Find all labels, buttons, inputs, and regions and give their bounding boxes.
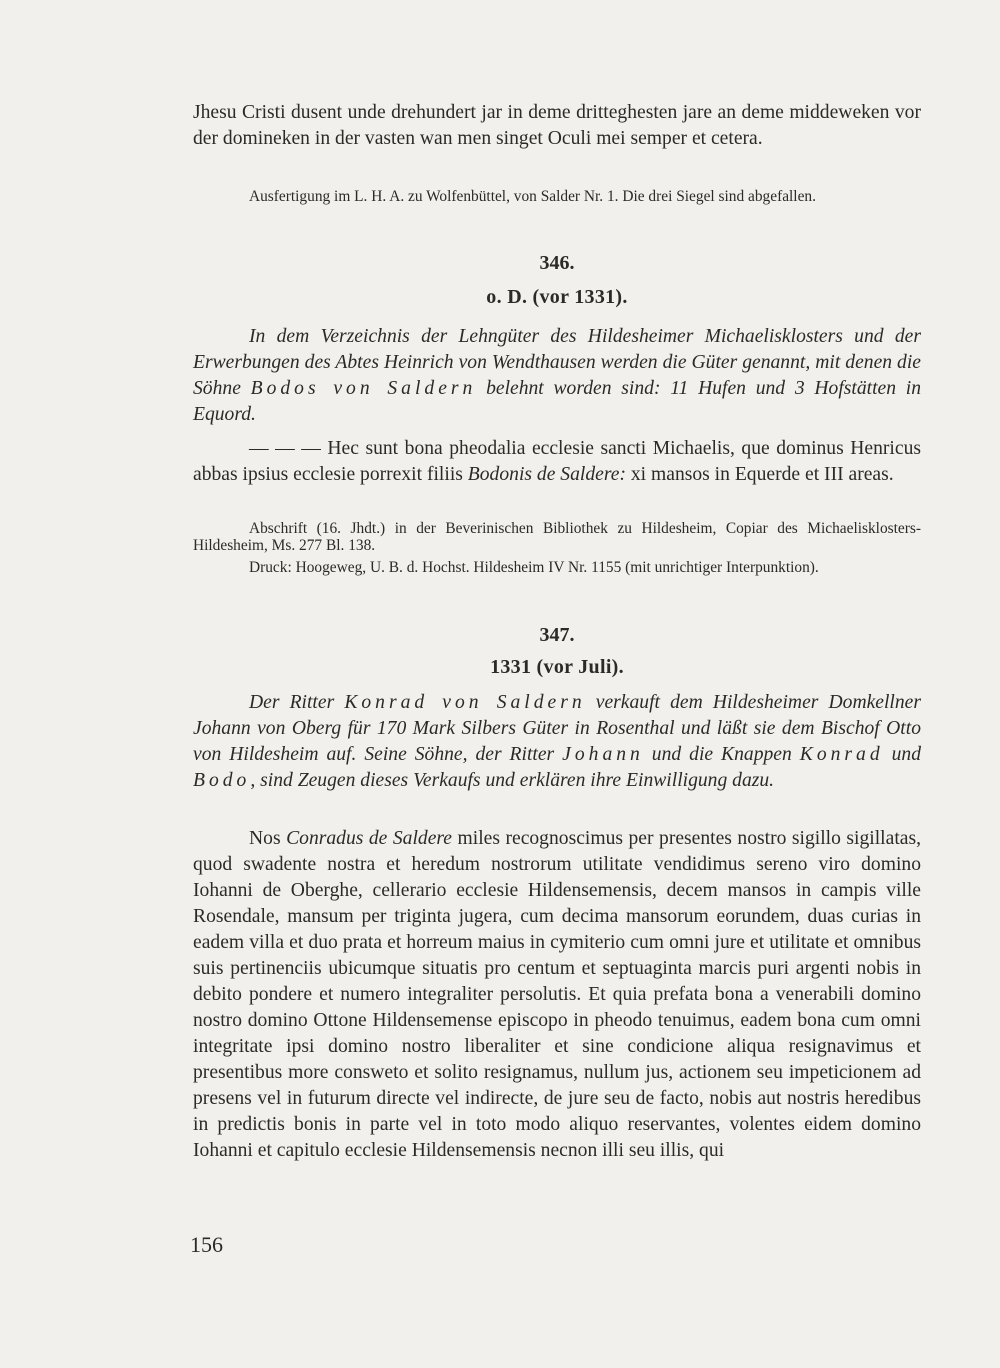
summary-name-bodo: Bodos von Saldern	[250, 378, 477, 399]
document-number-347: 347.	[539, 624, 575, 646]
continuation-text: Jhesu Cristi dusent unde drehundert jar in deme dritteghesten jare an deme middeweken vor der domineken in der vasten wan men singet Oculi mei semper et cetera.	[193, 102, 921, 149]
archive-note-top: Ausfertigung im L. H. A. zu Wolfenbüttel, von Salder Nr. 1. Die drei Siegel sind abgefallen.	[249, 188, 816, 205]
document-date-346: o. D. (vor 1331).	[486, 286, 628, 308]
summary-346: In dem Verzeichnis der Lehngüter des Hildesheimer Michaelisklosters und der Erwerbungen des Abtes Heinrich von Wendthausen werden die Güter genannt, mit denen die Söhne Bodos von Saldern belehnt worden sind: 11 Hufen und 3 Hofstätten in Equord.	[193, 326, 921, 425]
archive-note-346: Abschrift (16. Jhdt.) in der Beverinischen Bibliothek zu Hildesheim, Copiar des Michaelisklosters-Hildesheim, Ms. 277 Bl. 138.	[193, 520, 921, 554]
summary-347: Der Ritter Konrad von Saldern verkauft dem Hildesheimer Domkellner Johann von Oberg für 170 Mark Silbers Güter in Rosenthal und läßt sie dem Bischof Otto von Hildesheim auf. Seine Söhne, der Ritter Johann und die Knappen Konrad und Bodo, sind Zeugen dieses Verkaufs und erklären ihre Einwilligung dazu.	[193, 692, 922, 791]
text-346: — — — Hec sunt bona pheodalia ecclesie sancti Michaelis, que dominus Henricus abbas ipsius ecclesie porrexit filiis Bodonis de Saldere: xi mansos in Equerde et III areas.	[193, 438, 921, 485]
document-number-346: 346.	[539, 252, 575, 274]
document-date-347: 1331 (vor Juli).	[490, 656, 624, 678]
print-note-346: Druck: Hoogeweg, U. B. d. Hochst. Hildesheim IV Nr. 1155 (mit unrichtiger Interpunktion).	[249, 559, 819, 576]
page-number: 156	[190, 1232, 223, 1257]
text-347: Nos Conradus de Saldere miles recognoscimus per presentes nostro sigillo sigillatas, quod swadente nostra et heredum nostrorum utilitate vendidimus sereno viro domino Iohanni de Oberghe, cellerario ecclesie Hildensemensis, decem mansos in campis ville Rosendale, mansum per triginta jugera, cum decima mansorum eorundem, duas curias in eadem villa et duo prata et horreum maius in cymiterio cum omni jure et utilitate et omnibus suis pertinenciis ubicumque situatis pro centum et septuaginta marcis puri argenti nobis in debito pondere et numero integraliter persolutis. Et quia prefata bona a venerabili domino nostro domino Ottone Hildensemense episcopo in pheodo tenuimus, eadem bona cum omni integritate ipsi domino nostro liberaliter et sine condicione aliqua resignavimus et presentibus more consweto et solito resignamus, nullum jus, actionem seu impeticionem ad presens vel in futurum directe vel indirecte, de jure seu de facto, nobis aut nostris heredibus in predictis bonis in parte vel in toto modo aliquo reservantes, volentes eidem domino Iohanni et capitulo ecclesie Hildensemensis necnon illi seu illis, qui	[193, 828, 921, 1161]
